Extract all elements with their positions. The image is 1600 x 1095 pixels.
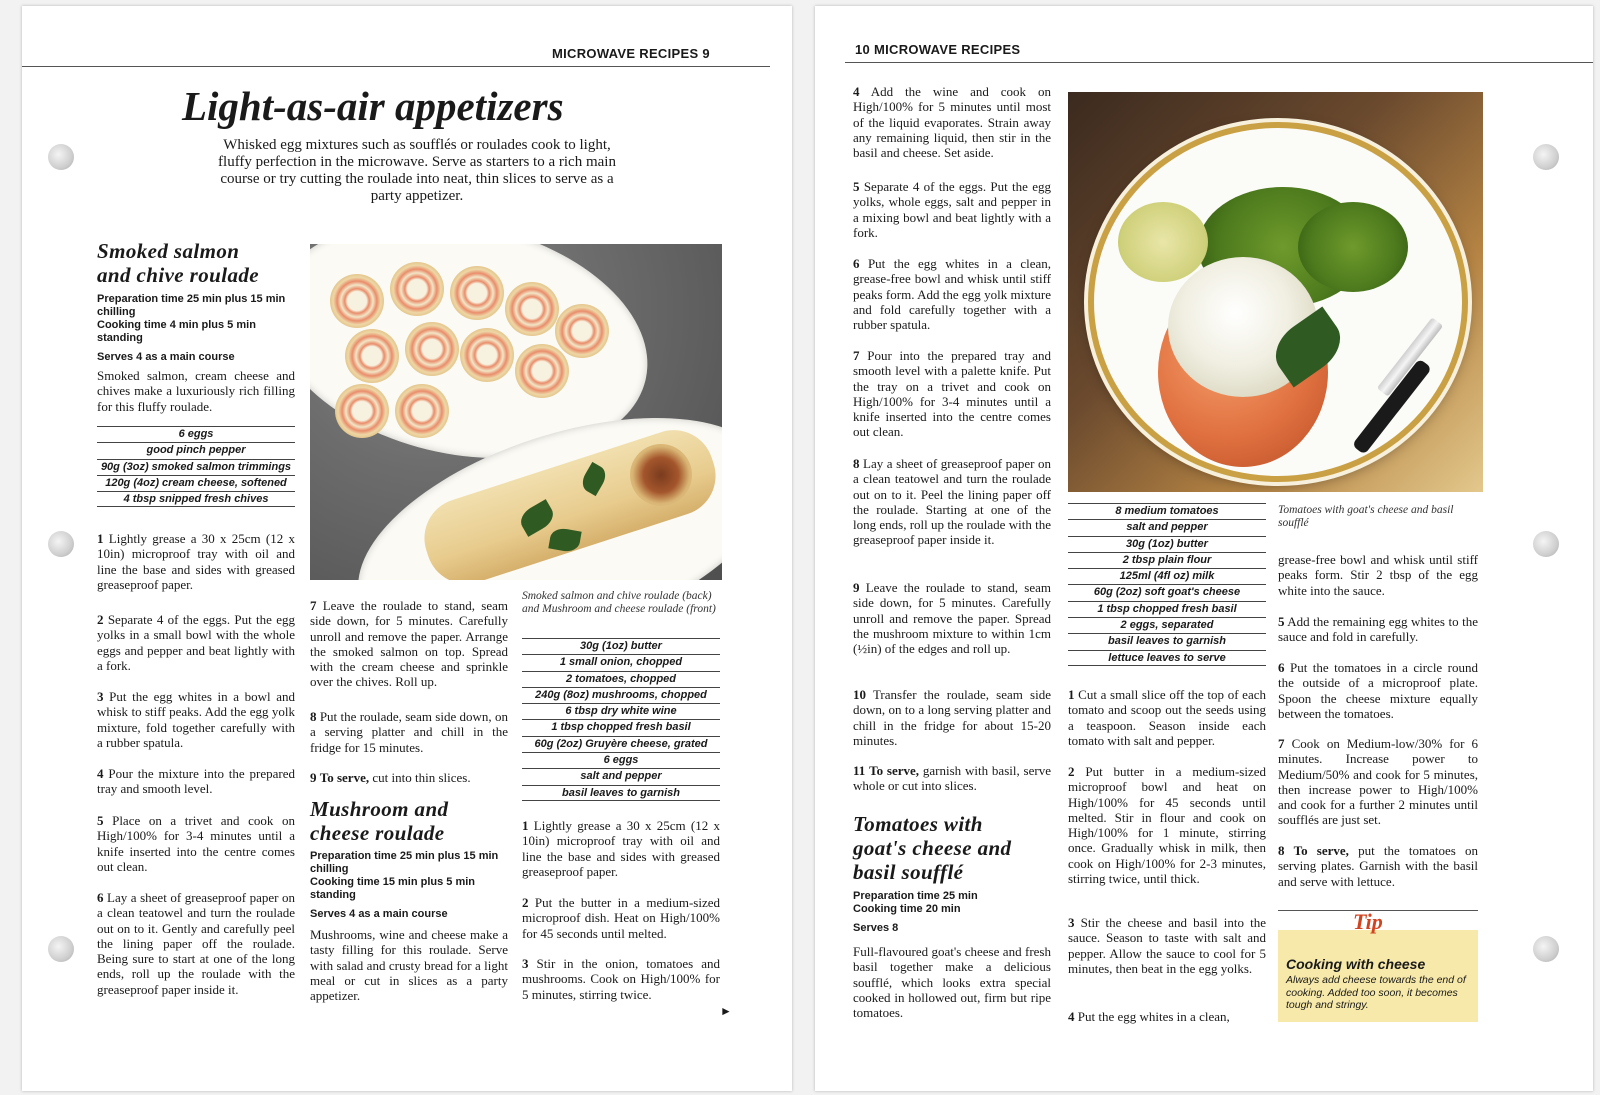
ingredient: 125ml (4fl oz) milk xyxy=(1068,568,1266,584)
serves: Serves 4 as a main course xyxy=(97,351,235,363)
roulade-slice xyxy=(460,328,514,382)
recipe-title-tomato: Tomatoes with goat's cheese and basil soufflé xyxy=(853,812,1012,884)
method-step: 9 To serve, cut into thin slices. xyxy=(310,770,471,785)
recipe-title-salmon: Smoked salmon and chive roulade xyxy=(97,239,259,287)
ingredient: 60g (2oz) soft goat's cheese xyxy=(1068,584,1266,600)
ingredient: 8 medium tomatoes xyxy=(1068,503,1266,519)
ingredient: 2 tbsp plain flour xyxy=(1068,552,1266,568)
roulade-slice xyxy=(390,262,444,316)
method-step: 4 Put the egg whites in a clean, xyxy=(1068,1009,1230,1024)
running-head: 10 MICROWAVE RECIPES xyxy=(855,42,1021,57)
method-step: 3 Stir the cheese and basil into the sauce. Season to taste with salt and pepper. Allow the sauce to cool for 5 minutes, then beat in the egg yolks. xyxy=(1068,915,1266,976)
ingredient: 2 tomatoes, chopped xyxy=(522,671,720,687)
tip-text: Always add cheese towards the end of cooking. Added too soon, it becomes tough and stringy. xyxy=(1286,974,1466,1011)
method-step: 4 Pour the mixture into the prepared tray and smooth level. xyxy=(97,766,295,797)
method-step: 1 Lightly grease a 30 x 25cm (12 x 10in) microproof tray with oil and line the base and sides with greased greaseproof paper. xyxy=(97,531,295,592)
cook-time: Cooking time 20 min xyxy=(853,903,961,915)
serves: Serves 8 xyxy=(853,922,899,934)
method-step: 3 Put the egg whites in a bowl and whisk to stiff peaks. Add the egg yolk mixture, fold together carefully with a rubber spatula. xyxy=(97,689,296,750)
serves: Serves 4 as a main course xyxy=(310,908,448,920)
method-step: 3 Stir in the onion, tomatoes and mushrooms. Cook on High/100% for 5 minutes, stirring twice. xyxy=(522,956,721,1002)
right-page xyxy=(815,6,1593,1091)
method-step: grease-free bowl and whisk until stiff peaks form. Stir 2 tbsp of the egg white into the sauce. xyxy=(1278,552,1478,598)
ingredient-list-mushroom xyxy=(522,638,720,801)
method-step: 7 Pour into the prepared tray and smooth level with a palette knife. Put the tray on a trivet and cook on High/100% for 3-4 minutes until a knife inserted into the centre comes out clean. xyxy=(853,348,1051,440)
binder-hole xyxy=(1533,531,1559,557)
binder-hole xyxy=(48,144,74,170)
roulade-slice xyxy=(405,322,459,376)
ingredient: lettuce leaves to serve xyxy=(1068,650,1266,666)
ingredient: salt and pepper xyxy=(522,768,720,784)
tip-title: Cooking with cheese xyxy=(1286,956,1426,972)
method-step: 5 Separate 4 of the eggs. Put the egg yolks, whole eggs, salt and pepper in a mixing bowl and beat lightly with a fork. xyxy=(853,179,1051,240)
method-step: 7 Cook on Medium-low/30% for 6 minutes. Increase power to Medium/50% and cook for 5 minutes, then increase power to High/100% and cook for a further 2 minutes until soufflés are just set. xyxy=(1278,736,1479,828)
running-head: MICROWAVE RECIPES 9 xyxy=(552,46,710,61)
method-step: 8 Put the roulade, seam side down, on a serving platter and chill in the fridge for 15 minutes. xyxy=(310,709,509,755)
recipe-description-salmon: Smoked salmon, cream cheese and chives make a luxuriously rich filling for this fluffy roulade. xyxy=(97,368,295,414)
ingredient: 1 small onion, chopped xyxy=(522,654,720,670)
photo-tomato-souffle xyxy=(1068,92,1483,492)
ingredient: 6 eggs xyxy=(522,752,720,768)
method-step: 1 Cut a small slice off the top of each tomato and scoop out the seeds using a teaspoon. Season inside each tomato with salt and pepper. xyxy=(1068,687,1266,748)
roulade-slice xyxy=(395,384,449,438)
method-step: 5 Place on a trivet and cook on High/100% for 3-4 minutes until a knife inserted into the centre comes out clean. xyxy=(97,813,295,874)
method-step: 11 To serve, garnish with basil, serve whole or cut into slices. xyxy=(853,763,1051,794)
tip-heading: Tip xyxy=(1353,909,1383,934)
ingredient: 4 tbsp snipped fresh chives xyxy=(97,491,295,507)
roulade-slice xyxy=(630,444,692,506)
binder-hole xyxy=(1533,936,1559,962)
method-step: 10 Transfer the roulade, seam side down, on to a long serving platter and chill in the fridge for about 15-20 minutes. xyxy=(853,687,1052,748)
recipe-meta-salmon xyxy=(97,293,297,364)
ingredient-list-tomato xyxy=(1068,503,1266,666)
ingredient: basil leaves to garnish xyxy=(1068,633,1266,649)
method-step: 8 Lay a sheet of greaseproof paper on a clean teatowel and turn the roulade out on to it. Peel the lining paper off the roulade. Starting at one of the long ends, roll up the roulade with the greaseproof paper inside it. xyxy=(853,456,1052,548)
lettuce xyxy=(1298,202,1408,292)
ingredient: 120g (4oz) cream cheese, softened xyxy=(97,475,295,491)
intro-text: Whisked egg mixtures such as soufflés or roulades cook to light, fluffy perfection in the microwave. Serve as starters to a rich main course or try cutting the roulade into neat, thin slices to serve as a party appetizer. xyxy=(218,137,616,204)
recipe-meta-mushroom xyxy=(310,850,510,921)
recipe-description-tomato: Full-flavoured goat's cheese and fresh basil together make a delicious soufflé, which looks extra special cooked in hollowed out, firm but ripe tomatoes. xyxy=(853,944,1051,1021)
continue-arrow-icon: ► xyxy=(720,1004,732,1018)
photo-caption: Smoked salmon and chive roulade (back) and Mushroom and cheese roulade (front) xyxy=(522,590,716,615)
method-step: 8 To serve, put the tomatoes on serving plates. Garnish with the basil and serve with lettuce. xyxy=(1278,843,1479,889)
roulade-slice xyxy=(555,304,609,358)
ingredient: 30g (1oz) butter xyxy=(522,638,720,654)
ingredient: 2 eggs, separated xyxy=(1068,617,1266,633)
ingredient: 60g (2oz) Gruyère cheese, grated xyxy=(522,736,720,752)
ingredient-list-salmon xyxy=(97,426,295,507)
ingredient: 1 tbsp chopped fresh basil xyxy=(522,719,720,735)
ingredient: 1 tbsp chopped fresh basil xyxy=(1068,601,1266,617)
recipe-title-mushroom: Mushroom and cheese roulade xyxy=(310,797,449,845)
prep-time: Preparation time 25 min plus 15 min chilling xyxy=(310,850,499,875)
method-step: 9 Leave the roulade to stand, seam side down, for 5 minutes. Carefully unroll and remove the paper. Spread the mushroom mixture to within 1cm (½in) of the edges and roll up. xyxy=(853,580,1051,657)
method-step: 6 Put the tomatoes in a circle round the outside of a microproof plate. Spoon the cheese mixture equally between the tomatoes. xyxy=(1278,660,1478,721)
roulade-slice xyxy=(345,329,399,383)
roulade-slice xyxy=(330,274,384,328)
method-step: 2 Separate 4 of the eggs. Put the egg yolks in a small bowl with the whole eggs and pepper and beat lightly with a fork. xyxy=(97,612,295,673)
header-rule xyxy=(22,66,770,67)
prep-time: Preparation time 25 min xyxy=(853,890,978,902)
ingredient: 6 eggs xyxy=(97,426,295,442)
page-title: Light-as-air appetizers xyxy=(182,83,564,129)
roulade-slice xyxy=(450,266,504,320)
ingredient: 240g (8oz) mushrooms, chopped xyxy=(522,687,720,703)
recipe-meta-tomato xyxy=(853,890,1053,935)
method-step: 5 Add the remaining egg whites to the sauce and fold in carefully. xyxy=(1278,614,1478,645)
prep-time: Preparation time 25 min plus 15 min chilling xyxy=(97,293,286,318)
binder-hole xyxy=(48,936,74,962)
cook-time: Cooking time 15 min plus 5 min standing xyxy=(310,876,476,901)
header-rule xyxy=(845,62,1593,63)
ingredient: 6 tbsp dry white wine xyxy=(522,703,720,719)
chicory-leaf xyxy=(1118,202,1208,282)
method-step: 6 Lay a sheet of greaseproof paper on a clean teatowel and turn the roulade out on to it. Gently and carefully peel the lining paper off the roulade. Being sure to start at one of the long ends, roll up the roulade with the greaseproof paper inside it. xyxy=(97,890,296,997)
ingredient: 90g (3oz) smoked salmon trimmings xyxy=(97,459,295,475)
binder-hole xyxy=(48,531,74,557)
method-step: 7 Leave the roulade to stand, seam side down, for 5 minutes. Carefully unroll and remove the paper. Arrange the smoked salmon on top. Spread with the cream cheese and sprinkle over the chives. Roll up. xyxy=(310,598,508,690)
cook-time: Cooking time 4 min plus 5 min standing xyxy=(97,319,256,344)
left-page xyxy=(22,6,792,1091)
method-step: 2 Put butter in a medium-sized microproof bowl and heat on High/100% for 45 seconds until melted. Stir in flour and cook on High/100% for 1 minute, stirring once. Gradually whisk in milk, then cook on High/100% for 2-3 minutes, stirring twice, until thick. xyxy=(1068,764,1266,887)
ingredient: 30g (1oz) butter xyxy=(1068,536,1266,552)
ingredient: good pinch pepper xyxy=(97,442,295,458)
photo-roulade xyxy=(310,244,722,580)
roulade-slice xyxy=(335,384,389,438)
roulade-slice xyxy=(515,344,569,398)
method-step: 2 Put the butter in a medium-sized microproof dish. Heat on High/100% for 45 seconds until melted. xyxy=(522,895,720,941)
ingredient: basil leaves to garnish xyxy=(522,785,720,801)
binder-hole xyxy=(1533,144,1559,170)
recipe-description-mushroom: Mushrooms, wine and cheese make a tasty filling for this roulade. Serve with salad and crusty bread for a light meal or cut in slices as a party appetizer. xyxy=(310,927,508,1004)
method-step: 1 Lightly grease a 30 x 25cm (12 x 10in) microproof tray with oil and line the base and sides with greased greaseproof paper. xyxy=(522,818,720,879)
ingredient: salt and pepper xyxy=(1068,519,1266,535)
method-step: 4 Add the wine and cook on High/100% for 5 minutes until most of the liquid evaporates. Strain away any remaining liquid, then stir in the basil and cheese. Set aside. xyxy=(853,84,1051,161)
photo-caption: Tomatoes with goat's cheese and basil soufflé xyxy=(1278,504,1454,529)
method-step: 6 Put the egg whites in a clean, grease-free bowl and whisk until stiff peaks form. Add the egg yolk mixture and fold carefully together with a rubber spatula. xyxy=(853,256,1051,333)
roulade-slice xyxy=(505,282,559,336)
